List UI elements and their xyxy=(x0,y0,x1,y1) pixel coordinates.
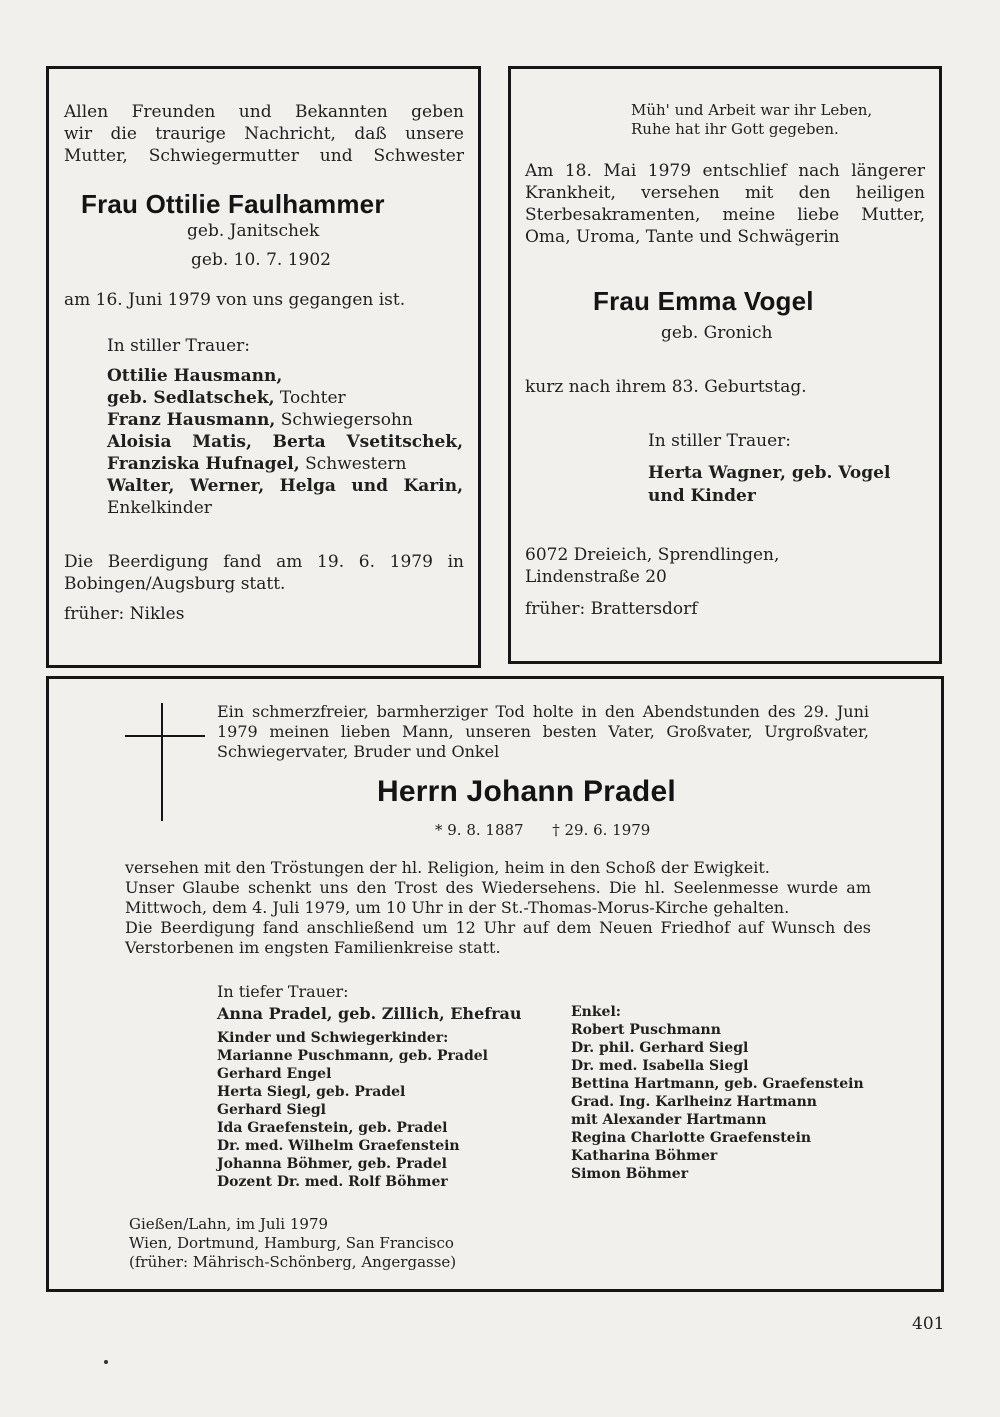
intro-line-1: Allen Freunden und Bekannten geben xyxy=(64,102,464,122)
children-line: Dozent Dr. med. Rolf Böhmer xyxy=(217,1174,448,1190)
intro-line-3: Schwiegervater, Bruder und Onkel xyxy=(217,742,500,761)
body-line-2: Unser Glaube schenkt uns den Trost des Wiedersehens. Die hl. Seelenmesse wurde am xyxy=(125,878,871,897)
deceased-name: Frau Emma Vogel xyxy=(593,286,814,316)
intro-line-2: wir die traurige Nachricht, daß unsere xyxy=(64,124,464,144)
formerly-line: früher: Brattersdorf xyxy=(525,599,698,619)
widow-line: Anna Pradel, geb. Zillich, Ehefrau xyxy=(217,1004,522,1023)
verse-line-1: Müh' und Arbeit war ihr Leben, xyxy=(631,101,873,119)
cross-icon xyxy=(125,703,207,823)
address-line-2: Lindenstraße 20 xyxy=(525,567,667,587)
children-line: Gerhard Engel xyxy=(217,1066,332,1082)
obituary-pradel xyxy=(46,676,944,1292)
maiden-name: geb. Janitschek xyxy=(187,221,320,241)
grandchildren-line: mit Alexander Hartmann xyxy=(571,1112,767,1128)
formerly-line: früher: Nikles xyxy=(64,604,185,624)
grandchildren-line: Bettina Hartmann, geb. Graefenstein xyxy=(571,1076,864,1092)
deceased-name: Frau Ottilie Faulhammer xyxy=(81,189,385,219)
mourning-label: In stiller Trauer: xyxy=(648,431,791,451)
mourner-line: Franz Hausmann, Schwiegersohn xyxy=(107,410,413,430)
grandchildren-line: Regina Charlotte Graefenstein xyxy=(571,1130,812,1146)
body-line-3: Mittwoch, dem 4. Juli 1979, um 10 Uhr in der St.-Thomas-Morus-Kirche gehalten. xyxy=(125,898,790,917)
death-line: am 16. Juni 1979 von uns gegangen ist. xyxy=(64,290,406,310)
grandchildren-line: Grad. Ing. Karlheinz Hartmann xyxy=(571,1094,817,1110)
grandchildren-line: Dr. med. Isabella Siegl xyxy=(571,1058,749,1074)
mourner-line: Franziska Hufnagel, Schwestern xyxy=(107,454,407,474)
mourner-line: Herta Wagner, geb. Vogel xyxy=(648,463,891,483)
birth-date: geb. 10. 7. 1902 xyxy=(191,250,331,270)
grandchildren-line: Enkel: xyxy=(571,1004,621,1020)
mourner-line: Walter, Werner, Helga und Karin, xyxy=(107,476,463,496)
mourner-line: Enkelkinder xyxy=(107,498,212,518)
children-line: Dr. med. Wilhelm Graefenstein xyxy=(217,1138,460,1154)
children-line: Herta Siegl, geb. Pradel xyxy=(217,1084,406,1100)
obituary-vogel xyxy=(508,66,942,664)
body-line-1: versehen mit den Tröstungen der hl. Religion, heim in den Schoß der Ewigkeit. xyxy=(125,858,770,877)
mourning-label: In tiefer Trauer: xyxy=(217,982,349,1001)
obituary-faulhammer xyxy=(46,66,481,668)
intro-line-1: Ein schmerzfreier, barmherziger Tod holte in den Abendstunden des 29. Juni xyxy=(217,702,869,721)
print-speck xyxy=(104,1360,108,1364)
mourner-line: geb. Sedlatschek, Tochter xyxy=(107,388,346,408)
grandchildren-line: Dr. phil. Gerhard Siegl xyxy=(571,1040,749,1056)
footer-line-2: Wien, Dortmund, Hamburg, San Francisco xyxy=(129,1234,454,1252)
footer-line-3: (früher: Mährisch-Schönberg, Angergasse) xyxy=(129,1253,457,1271)
life-dates: * 9. 8. 1887 † 29. 6. 1979 xyxy=(435,821,651,839)
age-line: kurz nach ihrem 83. Geburtstag. xyxy=(525,377,807,397)
intro-line-1: Am 18. Mai 1979 entschlief nach längerer xyxy=(525,161,925,181)
intro-line-3: Mutter, Schwiegermutter und Schwester xyxy=(64,146,464,166)
intro-line-2: Krankheit, versehen mit den heiligen xyxy=(525,183,925,203)
mourning-label: In stiller Trauer: xyxy=(107,336,250,356)
page-number: 401 xyxy=(912,1314,945,1334)
grandchildren-line: Robert Puschmann xyxy=(571,1022,721,1038)
intro-line-3: Sterbesakramenten, meine liebe Mutter, xyxy=(525,205,925,225)
body-line-4: Die Beerdigung fand anschließend um 12 Uhr auf dem Neuen Friedhof auf Wunsch des xyxy=(125,918,871,937)
mourner-line: Ottilie Hausmann, xyxy=(107,366,283,386)
mourner-line: und Kinder xyxy=(648,486,756,506)
mourner-line: Aloisia Matis, Berta Vsetitschek, xyxy=(107,432,463,452)
verse-line-2: Ruhe hat ihr Gott gegeben. xyxy=(631,120,839,138)
address-line-1: 6072 Dreieich, Sprendlingen, xyxy=(525,545,780,565)
children-line: Kinder und Schwiegerkinder: xyxy=(217,1030,449,1046)
intro-line-4: Oma, Uroma, Tante und Schwägerin xyxy=(525,227,840,247)
children-line: Ida Graefenstein, geb. Pradel xyxy=(217,1120,448,1136)
funeral-line-1: Die Beerdigung fand am 19. 6. 1979 in xyxy=(64,552,464,572)
children-line: Johanna Böhmer, geb. Pradel xyxy=(217,1156,447,1172)
intro-line-2: 1979 meinen lieben Mann, unseren besten Vater, Großvater, Urgroßvater, xyxy=(217,722,869,741)
deceased-name: Herrn Johann Pradel xyxy=(377,775,676,808)
funeral-line-2: Bobingen/Augsburg statt. xyxy=(64,574,286,594)
grandchildren-line: Simon Böhmer xyxy=(571,1166,689,1182)
children-line: Marianne Puschmann, geb. Pradel xyxy=(217,1048,488,1064)
maiden-name: geb. Gronich xyxy=(661,323,773,343)
body-line-5: Verstorbenen im engsten Familienkreise statt. xyxy=(125,938,501,957)
grandchildren-line: Katharina Böhmer xyxy=(571,1148,718,1164)
children-line: Gerhard Siegl xyxy=(217,1102,326,1118)
footer-line-1: Gießen/Lahn, im Juli 1979 xyxy=(129,1215,329,1233)
